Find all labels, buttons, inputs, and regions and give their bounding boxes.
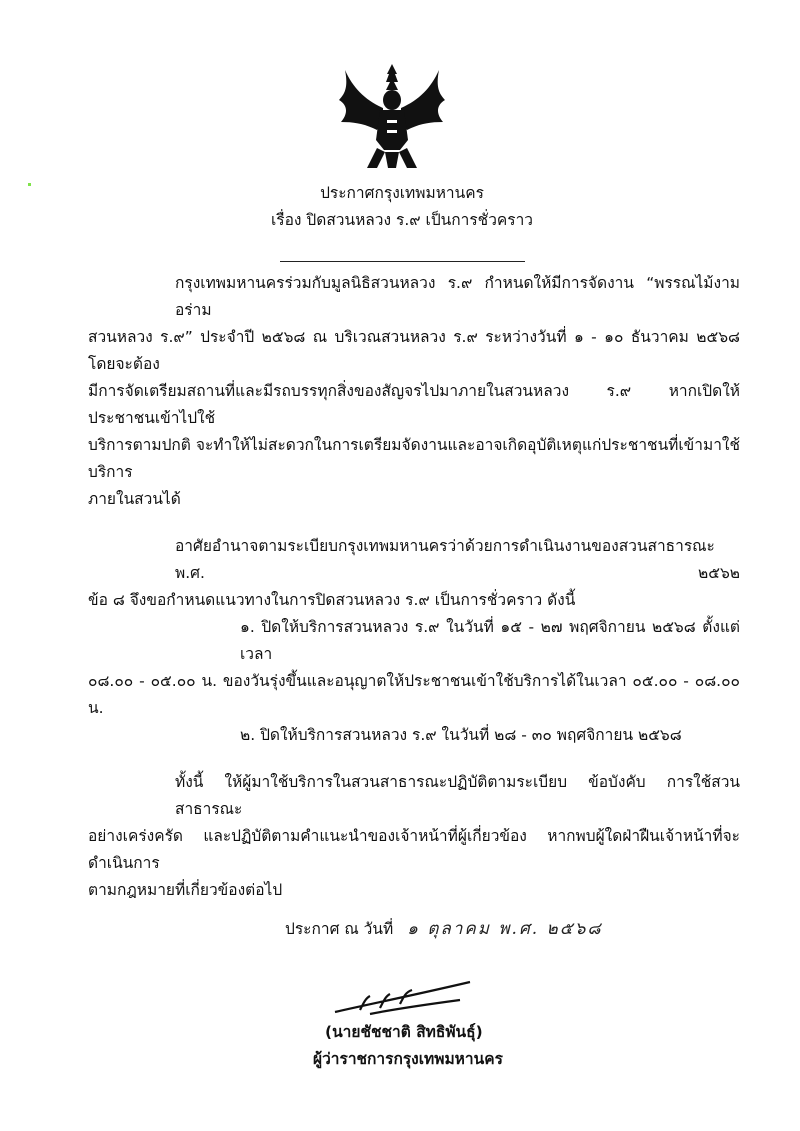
garuda-emblem-icon xyxy=(335,60,450,175)
text-line: สวนหลวง ร.๙” ประจำปี ๒๕๖๘ ณ บริเวณสวนหลวง ร.๙ ระหว่างวันที่ ๑ - ๑๐ ธันวาคม ๒๕๖๘ โดยจะต้อง xyxy=(88,328,740,373)
text-line: อย่างเคร่งครัด และปฏิบัติตามคำแนะนำของเจ้าหน้าที่ผู้เกี่ยวข้อง หากพบผู้ใดฝ่าฝืนเจ้าหน้าที่จะดำเนินการ xyxy=(88,827,740,872)
paragraph-2 xyxy=(88,533,740,749)
announcement-title: ประกาศกรุงเทพมหานคร xyxy=(320,184,484,202)
text-line: ข้อ ๘ จึงขอกำหนดแนวทางในการปิดสวนหลวง ร.๙ เป็นการชั่วคราว ดังนี้ xyxy=(88,591,576,609)
text-line: มีการจัดเตรียมสถานที่และมีรถบรรทุกสิ่งของสัญจรไปมาภายในสวนหลวง ร.๙ หากเปิดให้ประชาชนเข้าไปใช้ xyxy=(88,382,740,427)
text-line: ภายในสวนได้ xyxy=(88,490,181,508)
handwritten-date: ๑ ตุลาคม พ.ศ. ๒๕๖๘ xyxy=(407,919,603,939)
text-line: ตามกฎหมายที่เกี่ยวข้องต่อไป xyxy=(88,881,283,899)
list-item-2: ๒. ปิดให้บริการสวนหลวง ร.๙ ในวันที่ ๒๘ - ๓๐ พฤศจิกายน ๒๕๖๘ xyxy=(240,726,682,744)
scan-artifact xyxy=(28,183,31,186)
text-line: กรุงเทพมหานครร่วมกับมูลนิธิสวนหลวง ร.๙ กำหนดให้มีการจัดงาน “พรรณไม้งามอร่าม xyxy=(175,274,740,319)
divider xyxy=(280,261,525,262)
signer-name: (นายชัชชาติ สิทธิพันธุ์) xyxy=(325,1023,483,1041)
text-line: ทั้งนี้ ให้ผู้มาใช้บริการในสวนสาธารณะปฏิบัติตามระเบียบ ข้อบังคับ การใช้สวนสาธารณะ xyxy=(175,773,740,818)
paragraph-3 xyxy=(88,769,740,904)
signature-icon xyxy=(330,974,480,1019)
paragraph-1 xyxy=(88,270,740,513)
text-line: อาศัยอำนาจตามระเบียบกรุงเทพมหานครว่าด้วยการดำเนินงานของสวนสาธารณะ พ.ศ. ๒๕๖๒ xyxy=(175,537,740,582)
announced-date-label: ประกาศ ณ วันที่ xyxy=(285,920,394,938)
text-line: ๐๘.๐๐ - ๐๕.๐๐ น. ของวันรุ่งขึ้นและอนุญาตให้ประชาชนเข้าใช้บริการได้ในเวลา ๐๕.๐๐ - ๐๘.๐๐ น. xyxy=(88,672,740,717)
date-line xyxy=(285,914,740,944)
announcement-subject: เรื่อง ปิดสวนหลวง ร.๙ เป็นการชั่วคราว xyxy=(270,211,533,229)
list-item-1: ๑. ปิดให้บริการสวนหลวง ร.๙ ในวันที่ ๑๕ - ๒๗ พฤศจิกายน ๒๕๖๘ ตั้งแต่เวลา xyxy=(240,618,740,663)
text-line: บริการตามปกติ จะทำให้ไม่สะดวกในการเตรียมจัดงานและอาจเกิดอุบัติเหตุแก่ประชาชนที่เข้ามาใช้บริการ xyxy=(88,436,740,481)
signer-title: ผู้ว่าราชการกรุงเทพมหานคร xyxy=(313,1050,503,1068)
